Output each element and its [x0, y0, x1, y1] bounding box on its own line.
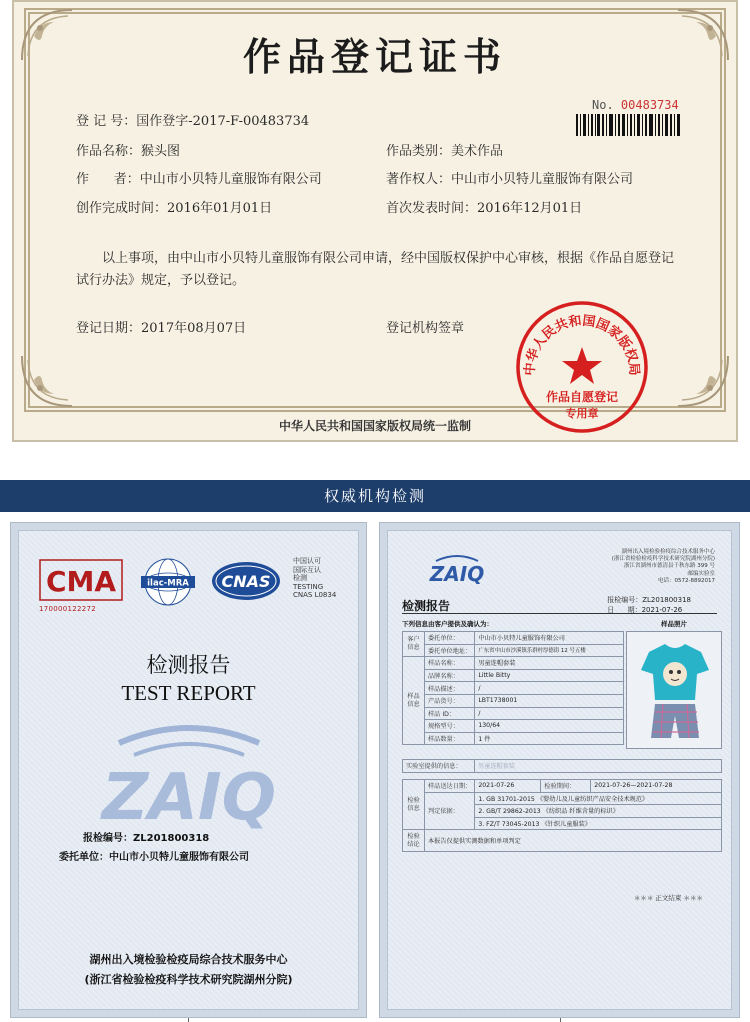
zaiq-logo: ZAIQ	[429, 562, 485, 586]
certificate-serial	[592, 98, 679, 112]
cma-logo-icon	[39, 559, 123, 605]
table-row: 实验室提供的信息： 男童连帽套装	[403, 760, 722, 773]
report-paper	[18, 530, 359, 1010]
first-publish-date: 首次发表时间：2016年12月01日	[386, 201, 583, 216]
client-sample-table	[402, 631, 624, 745]
table-row: 规格型号： 130/64	[403, 720, 624, 733]
testing-organization-branch: (浙江省检验检疫科学技术研究院湖州分院)	[84, 973, 293, 986]
testing-organization: 湖州出入境检验检疫局综合技术服务中心	[89, 953, 288, 966]
certificate-title: 作品登记证书	[242, 34, 507, 79]
report-title-en: TEST REPORT	[121, 681, 256, 705]
divider-tick	[188, 1018, 189, 1022]
barcode-icon	[576, 114, 680, 136]
sample-photo-label: 样品照片	[661, 620, 687, 628]
sample-photo	[626, 631, 722, 749]
lab-info-table	[402, 759, 722, 773]
copyright-owner: 著作权人：中山市小贝特儿童服饰有限公司	[386, 172, 634, 187]
registration-number: 登 记 号：国作登字-2017-F-00483734	[76, 114, 310, 129]
cnas-mark: CNAS	[221, 572, 271, 591]
report-title-cn: 检测报告	[146, 653, 231, 677]
ilac-mark: ilac-MRA	[147, 578, 189, 589]
seal-ring-text: 中华人民共和国国家版权局	[522, 313, 642, 377]
seal-center-line2: 专用章	[565, 407, 599, 420]
divider	[402, 613, 717, 614]
table-row: 样品 ID： /	[403, 707, 624, 720]
accreditation-logos	[39, 555, 359, 613]
report-number: 报检编号：ZL201800318	[83, 833, 210, 844]
table-row: 样品信息 样品名称： 男童连帽套装	[403, 657, 624, 670]
table-row: 2. GB/T 29862-2013 《纺织品 纤维含量的标识》	[403, 805, 722, 818]
conclusion-group-label: 检验结论	[403, 830, 425, 852]
table-row: 样品数量： 1 件	[403, 732, 624, 745]
table-row: 产品货号： LBT1738001	[403, 694, 624, 707]
copyright-certificate	[12, 0, 738, 442]
table-row: 检验信息 样品送达日期： 2021-07-26 检验期间： 2021-07-26—2021-07-28	[403, 780, 722, 793]
divider-tick	[560, 1018, 561, 1022]
certificate-footer: 中华人民共和国国家版权局统一监制	[278, 419, 471, 433]
corner-ornament-icon	[18, 352, 76, 410]
report-page-title: 检测报告	[402, 599, 451, 613]
report-paper	[387, 530, 732, 1010]
seal-center-line1: 作品自愿登记	[545, 390, 619, 404]
client-provided-intro: 下列信息由客户提供及确认为：	[402, 620, 493, 628]
lab-address: 湖州出入境检验检疫综合技术服务中心 (浙江省检验检疫科学技术研究院湖州分院) 浙江省湖州市德清县千秋东路 399 号 邮编实验室 电话：0572-8892017	[611, 549, 715, 584]
client-unit: 委托单位：中山市小贝特儿童服饰有限公司	[59, 852, 249, 863]
table-row: 委托单位地址： 广东省中山市沙溪镇乐群村厚德街 12 号五楼	[403, 644, 624, 657]
test-report-cover	[10, 522, 367, 1018]
seal-label: 登记机构签章	[386, 321, 465, 336]
table-row: 3. FZ/T 73045-2013 《针织儿童服装》	[403, 817, 722, 830]
work-category: 作品类别：美术作品	[386, 144, 504, 159]
cma-number: 170000122272	[39, 605, 97, 613]
test-report-page	[379, 522, 740, 1018]
table-row: 客户信息 委托单位： 中山市小贝特儿童服饰有限公司	[403, 632, 624, 645]
sample-group-label: 样品信息	[403, 657, 425, 745]
cnas-accreditation-text: 中国认可 国际互认 检测 TESTING CNAS L0834	[293, 557, 337, 600]
end-of-text-mark: ＊＊＊ 正文结束 ＊＊＊	[633, 894, 703, 902]
completion-date: 创作完成时间：2016年01月01日	[76, 201, 273, 216]
report-page-number-date: 报检编号：ZL201800318 日 期：2021-07-26	[607, 596, 691, 614]
section-banner: 权威机构检测	[0, 480, 750, 512]
cnas-logo-icon	[211, 561, 281, 601]
ilac-mra-logo-icon	[139, 557, 197, 607]
table-row: 品牌名称： Little Bitty	[403, 669, 624, 682]
author: 作 者：中山市小贝特儿童服饰有限公司	[76, 172, 322, 187]
zaiq-watermark: ZAIQ	[101, 761, 277, 833]
table-row: 判定依据： 1. GB 31701-2015 《婴幼儿及儿童纺织产品安全技术规范》	[403, 792, 722, 805]
zaiq-logo-icon	[422, 551, 492, 587]
table-row: 检验结论 本报告仅提供实测数据和单项判定	[403, 830, 722, 852]
serial-label: No.	[592, 98, 614, 112]
official-seal-icon	[512, 297, 652, 437]
client-group-label: 客户信息	[403, 632, 425, 657]
test-info-table	[402, 779, 722, 852]
cma-mark: CMA	[45, 565, 117, 598]
check-group-label: 检验信息	[403, 780, 425, 830]
table-row: 样品描述： /	[403, 682, 624, 695]
work-name: 作品名称：猴头图	[76, 144, 181, 159]
register-date: 登记日期：2017年08月07日	[76, 321, 247, 336]
certificate-body-text: 以上事项，由中山市小贝特儿童服饰有限公司申请，经中国版权保护中心审核，根据《作品自愿登记试行办法》规定，予以登记。	[76, 251, 675, 288]
serial-number: 00483734	[620, 98, 679, 112]
kids-outfit-image	[627, 632, 723, 750]
corner-ornament-icon	[674, 352, 732, 410]
zaiq-watermark-icon	[59, 723, 319, 833]
